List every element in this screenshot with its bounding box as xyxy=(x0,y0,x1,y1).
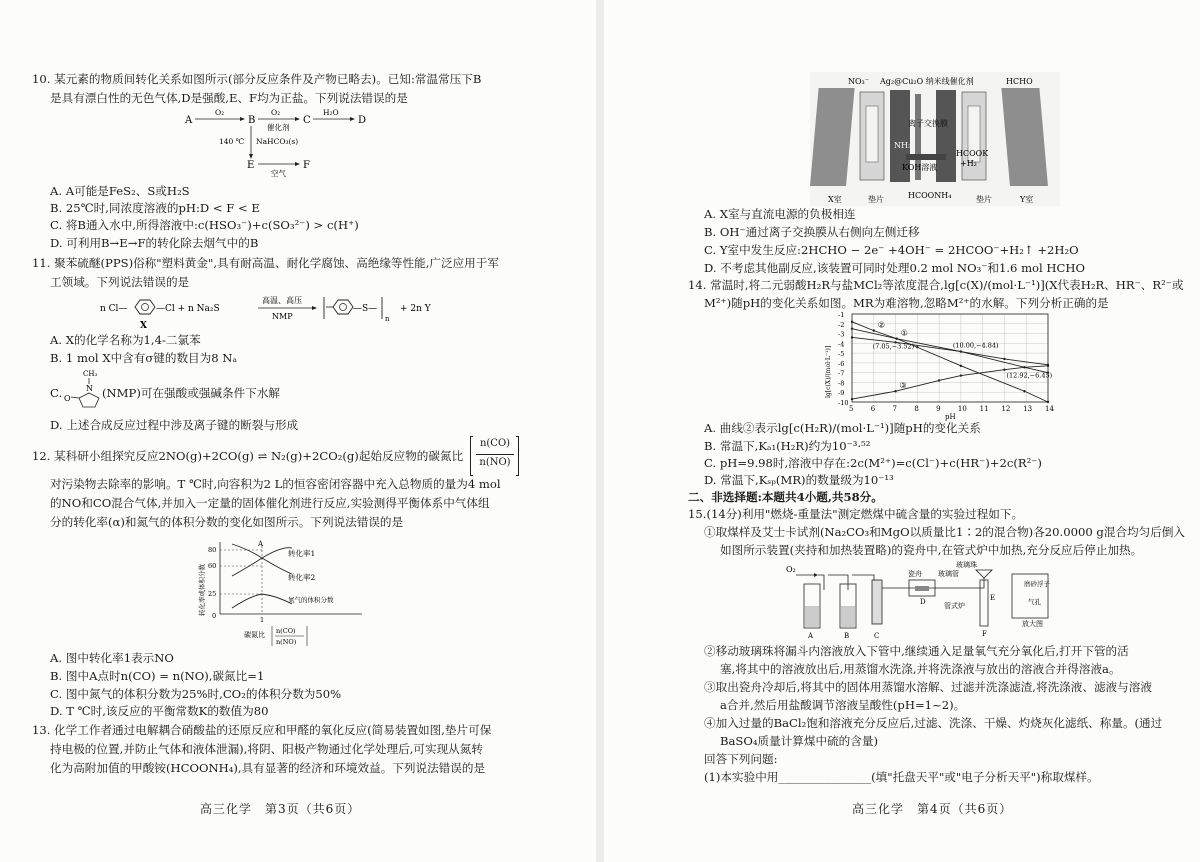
q14-series-name: ② xyxy=(877,320,885,330)
q15-label-e: E xyxy=(990,594,996,602)
q11-option-c-prefix: C. xyxy=(50,386,63,400)
q12-chart xyxy=(192,536,372,648)
q12-stem-line3: 的NO和CO混合气体,并加入一定量的固体催化剂进行反应,实验测得平衡体系中气体组 xyxy=(50,496,490,510)
q11-eq-s-link: —S— xyxy=(353,304,378,314)
q15-label-o2: O₂ xyxy=(786,565,796,574)
q14-series-point xyxy=(851,398,853,400)
q13-option-a: A. X室与直流电源的负极相连 xyxy=(704,207,856,221)
q15-label-hole: 气孔 xyxy=(1028,598,1041,606)
q12-xratio-denominator: n(NO) xyxy=(276,638,297,646)
q15-label-f: F xyxy=(982,630,987,638)
q12-point-a-label: A xyxy=(258,540,264,548)
q11-eq-rhs-y: + 2n Y xyxy=(400,304,431,314)
page-gutter xyxy=(596,0,604,862)
q15-step1-line1: ①取煤样及艾士卡试剂(Na₂CO₃和MgO以质量比1∶2的混合物)各20.0000 g混合均匀后倒入 xyxy=(704,525,1186,539)
q12-xratio-numerator: n(CO) xyxy=(276,627,296,635)
q14-option-d: D. 常温下,Kₛₚ(MR)的数量级为10⁻¹³ xyxy=(704,473,894,487)
q14-ytick-label: -9 xyxy=(838,389,845,398)
q10-label-air: 空气 xyxy=(271,169,286,178)
q10-node-c: C xyxy=(303,115,311,126)
q14-series-point xyxy=(851,327,853,329)
q12-curve-nitrogen xyxy=(232,594,292,608)
q10-node-a: A xyxy=(185,115,193,126)
q14-ytick-label: -1 xyxy=(838,311,845,319)
q14-series-line xyxy=(852,329,1048,373)
q12-ratio-denominator: n(NO) xyxy=(479,457,511,468)
q14-xtick-label: 7 xyxy=(892,405,898,413)
q14-option-b: B. 常温下,Kₐ₁(H₂R)约为10⁻³·⁵² xyxy=(704,439,871,453)
section-two-heading: 二、非选择题:本题共4小题,共58分。 xyxy=(688,490,883,504)
q14-xaxis-label: pH xyxy=(945,413,956,421)
q10-conversion-diagram xyxy=(175,106,375,184)
q13-label-pad2: 垫片 xyxy=(976,195,992,204)
q13-option-d: D. 不考虑其他副反应,该装置可同时处理0.2 mol NO₃⁻和1.6 mol HCHO xyxy=(704,261,1086,275)
q14-ytick-label: -8 xyxy=(838,379,845,388)
left-page-footer: 高三化学 第3页（共6页） xyxy=(200,802,361,816)
q11-benzene-ring-pps xyxy=(333,300,353,314)
q14-series-point xyxy=(1047,364,1049,366)
q12-curve2-label: 转化率2 xyxy=(288,573,316,582)
q11-stem-line2: 工领域。下列说法错误的是 xyxy=(50,275,190,289)
q14-ytick-label: -6 xyxy=(838,359,845,368)
q14-series-point xyxy=(894,390,896,392)
q10-label-temp: 140 ℃ xyxy=(219,137,245,146)
q15-label-furnace: 管式炉 xyxy=(944,602,965,610)
q15-label-d: D xyxy=(920,598,926,606)
q14-xtick-label: 8 xyxy=(914,405,919,413)
q12-ytick-0: 0 xyxy=(212,612,217,620)
q15-step4-line1: ④加入过量的BaCl₂饱和溶液充分反应后,过滤、洗涤、干燥、灼烧灰化滤纸、称量。(通过 xyxy=(704,716,1163,730)
q12-option-d: D. T ℃时,该反应的平衡常数K的数值为80 xyxy=(50,704,269,718)
q14-series-name: ① xyxy=(900,328,908,338)
q13-label-koh: KOH溶液 xyxy=(902,163,938,172)
q11-option-d: D. 上述合成反应过程中涉及离子键的断裂与形成 xyxy=(50,418,299,432)
q11-option-c-text: (NMP)可在强酸或强碱条件下水解 xyxy=(102,386,280,400)
q15-label-glass-tube: 玻璃管 xyxy=(938,570,959,578)
q14-stem-line1: 14. 常温时,将二元弱酸H₂R与盐MCl₂等浓度混合,lg[c(X)/(mol·L⁻¹)](X代表H₂R、HR⁻、R²⁻或 xyxy=(688,278,1184,292)
q14-series-point xyxy=(1003,358,1005,360)
q12-stem-line2: 对污染物去除率的影响。T ℃时,向容积为2 L的恒容密闭容器中充入总物质的量为4 mol xyxy=(50,477,501,491)
q14-series-point xyxy=(1047,401,1049,403)
q12-ratio-fraction-bar xyxy=(476,454,514,455)
q13-stem-line3: 化为高附加值的甲酸铵(HCOONH₄),具有显著的经济和环境效益。下列说法错误的是 xyxy=(50,761,486,775)
q12-stem-line4: 分的转化率(α)和氮气的体积分数的变化如图所示。下列说法错误的是 xyxy=(50,515,404,529)
q10-option-a: A. A可能是FeS₂、S或H₂S xyxy=(50,184,190,198)
q13-label-nh3: NH₃ xyxy=(894,141,912,150)
q10-option-b: B. 25℃时,同浓度溶液的pH:D < F < E xyxy=(50,201,260,215)
q14-ytick-label: -7 xyxy=(838,369,845,378)
q13-stem-line1: 13. 化学工作者通过电解耦合硝酸盐的还原反应和甲醛的氧化反应(简易装置如图,垫片可保 xyxy=(32,723,492,737)
q13-label-room-x: X室 xyxy=(828,195,842,204)
right-page-footer: 高三化学 第4页（共6页） xyxy=(852,802,1013,816)
q14-xtick-label: 12 xyxy=(1001,405,1011,413)
q13-label-catalyst: Ag₂@Cu₂O 纳米线催化剂 xyxy=(880,77,974,86)
q10-option-c: C. 将B通入水中,所得溶液中:c(HSO₃⁻)+c(SO₃²⁻) > c(H⁺) xyxy=(50,218,359,232)
q14-xtick-label: 13 xyxy=(1023,405,1033,413)
nmp-nitrogen-label: N xyxy=(86,384,93,393)
q13-option-b: B. OH⁻通过离子交换膜从右侧向左侧迁移 xyxy=(704,225,920,239)
q15-stem: 15.(14分)利用"燃烧-重量法"测定燃煤中硫含量的实验过程如下。 xyxy=(688,507,1024,521)
q15-step1-line2: 如图所示装置(夹持和加热装置略)的瓷舟中,在管式炉中加热,充分反应后停止加热。 xyxy=(720,543,1143,557)
q15-label-a: A xyxy=(808,632,814,640)
q12-stem-line1: 12. 某科研小组探究反应2NO(g)+2CO(g) ⇌ N₂(g)+2CO₂(g)起始反应物的碳氮比 xyxy=(32,449,464,463)
q14-ytick-label: -2 xyxy=(838,320,845,329)
q10-label-h2o: H₂O xyxy=(323,108,339,117)
q14-series-point xyxy=(1003,369,1005,371)
q15-label-boat: 瓷舟 xyxy=(908,570,922,578)
q11-stem-line1: 11. 聚苯硫醚(PPS)俗称"塑料黄金",具有耐高温、耐化学腐蚀、高绝缘等性能,广泛应用于军 xyxy=(32,256,499,270)
q13-label-hcho: HCHO xyxy=(1006,77,1033,86)
q11-x-label: X xyxy=(140,321,147,331)
q12-chart-ylabel: 转化率或体积分数 xyxy=(198,564,206,616)
q14-series-point xyxy=(960,374,962,376)
q14-xtick-label: 11 xyxy=(979,405,989,413)
q13-label-room-y: Y室 xyxy=(1020,195,1034,204)
q11-benzene-ring-x xyxy=(135,300,155,314)
q11-condition-top: 高温、高压 xyxy=(262,296,302,305)
q13-option-c: C. Y室中发生反应:2HCHO − 2e⁻ +4OH⁻ = 2HCOO⁻+H₂↑ +2H₂O xyxy=(704,243,1079,257)
q14-option-a: A. 曲线②表示lg[c(H₂R)/(mol·L⁻¹)]随pH的变化关系 xyxy=(704,421,981,435)
q11-option-a: A. X的化学名称为1,4-二氯苯 xyxy=(50,333,201,347)
q14-xtick-label: 5 xyxy=(849,405,854,413)
q13-label-hcook: HCOOK xyxy=(956,149,989,158)
q12-curve3-label: 氮气的体积分数 xyxy=(288,596,334,604)
q14-series-point xyxy=(960,365,962,367)
q15-step2-line1: ②移动玻璃珠将漏斗内溶液放入下管中,继续通入足量氧气充分氧化后,打开下管的活 xyxy=(704,644,1129,658)
q14-ytick-label: -5 xyxy=(838,350,845,359)
q10-node-f: F xyxy=(303,160,310,171)
q10-option-d: D. 可利用B→E→F的转化除去烟气中的B xyxy=(50,236,259,250)
q14-series-point xyxy=(895,337,897,339)
q14-ytick-label: -10 xyxy=(838,399,849,407)
q12-ratio-bracket-left xyxy=(470,436,473,476)
right-page xyxy=(604,0,1200,862)
q13-label-membrane: 离子交换膜 xyxy=(908,119,948,128)
q13-label-pad1: 垫片 xyxy=(868,195,884,204)
q12-option-c: C. 图中氮气的体积分数为25%时,CO₂的体积分数为50% xyxy=(50,687,342,701)
q15-step3-line2: a合并,然后用盐酸调节溶液呈酸性(pH=1~2)。 xyxy=(720,698,966,712)
q13-label-h2: +H₂ xyxy=(960,159,977,168)
q14-series-point xyxy=(916,346,918,348)
q14-chart xyxy=(822,310,1052,420)
q12-ratio-numerator: n(CO) xyxy=(479,438,511,449)
q10-node-d: D xyxy=(358,115,367,126)
q12-ytick-80: 80 xyxy=(208,546,217,554)
q11-eq-lhs-suffix: —Cl + n Na₂S xyxy=(156,304,220,314)
q14-stem-line2: M²⁺)随pH的变化关系如图。MR为难溶物,忽略M²⁺的水解。下列分析正确的是 xyxy=(704,296,1109,310)
q14-annotation: (7.05,−3.52) xyxy=(872,342,915,351)
q10-node-b: B xyxy=(248,115,256,126)
q14-ytick-label: -3 xyxy=(838,330,845,339)
q14-series-point xyxy=(873,329,875,331)
q12-curve1-label: 转化率1 xyxy=(288,549,316,558)
q10-label-nahco3: NaHCO₃(s) xyxy=(256,137,299,146)
q15-answer-prompt: 回答下列问题: xyxy=(704,752,778,766)
q15-label-c: C xyxy=(874,632,880,640)
q12-ratio-bracket-right xyxy=(516,436,519,476)
q15-label-frit: 磨砂浮子 xyxy=(1024,580,1050,588)
q12-ytick-25: 25 xyxy=(208,590,217,598)
q10-label-o2-1: O₂ xyxy=(215,108,225,117)
q11-condition-bottom: NMP xyxy=(272,312,293,321)
q12-chart-xlabel: 碳氮比 xyxy=(244,631,265,639)
q14-series-point xyxy=(938,379,940,381)
q15-apparatus xyxy=(784,560,1064,642)
q14-xtick-label: 10 xyxy=(957,405,967,413)
q14-series-point xyxy=(1023,390,1025,392)
q11-option-b: B. 1 mol X中含有σ键的数目为8 Nₐ xyxy=(50,351,237,365)
q15-step4-line2: BaSO₄质量计算煤中硫的含量) xyxy=(720,734,878,748)
q11-eq-lhs-prefix: n Cl— xyxy=(100,304,128,314)
q14-series-point xyxy=(851,336,853,338)
q10-stem-line1: 10. 某元素的物质间转化关系如图所示(部分反应条件及产物已略去)。已知:常温常压下B xyxy=(32,72,482,86)
q10-label-catalyst: 催化剂 xyxy=(267,123,290,132)
q12-xtick-1: 1 xyxy=(260,616,265,624)
q14-series-name: ③ xyxy=(899,381,907,391)
q10-label-o2-2: O₂ xyxy=(271,108,281,117)
nmp-structure xyxy=(64,367,104,409)
q11-synthesis-equation xyxy=(100,291,460,331)
q12-option-a: A. 图中转化率1表示NO xyxy=(50,651,174,665)
q15-label-b: B xyxy=(844,632,850,640)
q12-option-b: B. 图中A点时n(CO) = n(NO),碳氮比=1 xyxy=(50,669,265,683)
q15-step3-line1: ③取出瓷舟冷却后,将其中的固体用蒸馏水溶解、过滤并洗涤滤渣,将洗涤液、滤液与溶液 xyxy=(704,680,1152,694)
q14-series-point xyxy=(1023,366,1025,368)
q14-option-c: C. pH=9.98时,溶液中存在:2c(M²⁺)=c(Cl⁻)+c(HR⁻)+2c(R²⁻) xyxy=(704,456,1042,470)
q14-series-point xyxy=(960,350,962,352)
q14-xtick-label: 6 xyxy=(870,405,876,413)
q14-xtick-label: 9 xyxy=(936,405,941,413)
q15-label-zoom: 放大图 xyxy=(1022,620,1043,628)
q13-label-hcoonh4: HCOONH₄ xyxy=(908,191,952,200)
q14-xtick-label: 14 xyxy=(1045,405,1054,413)
q14-series-line xyxy=(852,322,1048,402)
nmp-oxygen-label: O xyxy=(64,394,71,403)
q13-label-no3: NO₃⁻ xyxy=(848,77,869,86)
q13-stem-line2: 持电极的位置,并防止气体和液体泄漏),将阴、阳极产物通过化学处理后,可实现从氮转 xyxy=(50,742,483,756)
q14-series-point xyxy=(851,321,853,323)
left-page xyxy=(0,0,596,862)
q14-annotation: (12.92,−6.45) xyxy=(1006,371,1053,380)
q14-ytick-label: -4 xyxy=(838,340,845,349)
q11-eq-subscript-n: n xyxy=(385,315,390,323)
q12-ytick-60: 60 xyxy=(208,562,217,570)
q14-yaxis-label: lg[c(X)/(mol·L⁻¹)] xyxy=(825,345,832,398)
q10-node-e: E xyxy=(247,160,255,171)
q13-electrolysis-device xyxy=(810,72,1060,206)
q10-stem-line2: 是具有漂白性的无色气体,D是强酸,E、F均为正盐。下列说法错误的是 xyxy=(50,91,408,105)
q14-annotation: (10.00,−4.84) xyxy=(952,341,999,350)
q15-subquestion-1: (1)本实验中用________________(填"托盘天平"或"电子分析天平")称取煤样。 xyxy=(704,770,1099,784)
nmp-methyl-label: CH₃ xyxy=(83,370,98,378)
q15-step2-line2: 塞,将其中的溶液放出后,用蒸馏水洗涤,并将洗涤液与放出的溶液合并得溶液a。 xyxy=(720,662,1121,676)
q15-label-glass-bead: 玻璃珠 xyxy=(956,561,977,569)
